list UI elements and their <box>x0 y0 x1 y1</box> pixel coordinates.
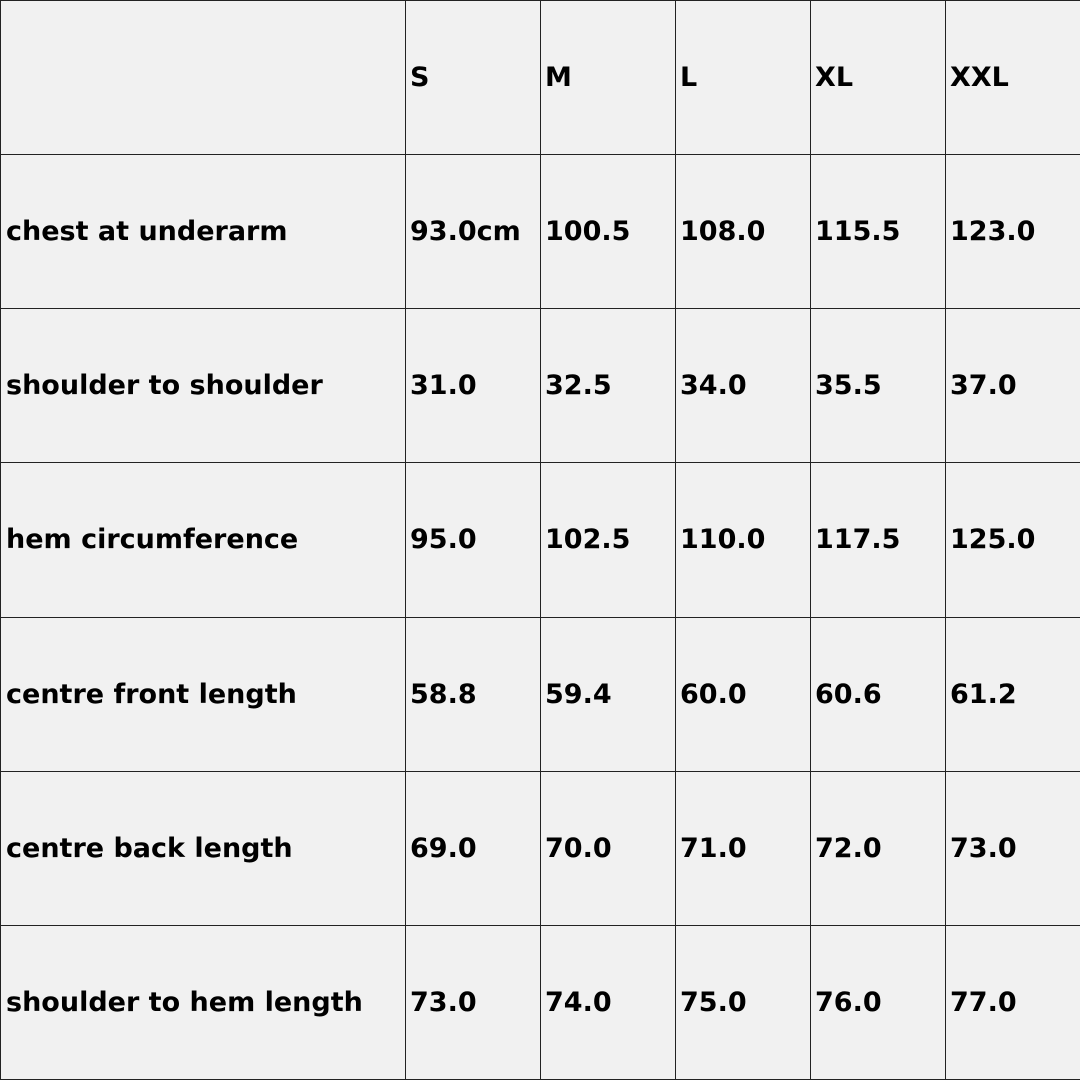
measurement-cell: 58.8 <box>406 617 541 771</box>
measurement-cell: 117.5 <box>811 463 946 617</box>
measurement-cell: 74.0 <box>541 925 676 1079</box>
measurement-cell: 102.5 <box>541 463 676 617</box>
measurement-cell: 32.5 <box>541 309 676 463</box>
measurement-cell: 75.0 <box>676 925 811 1079</box>
table-row <box>1 925 1080 1079</box>
row-label: centre back length <box>1 771 406 925</box>
measurement-cell: 70.0 <box>541 771 676 925</box>
table-row <box>1 771 1080 925</box>
size-header-m: M <box>541 1 676 155</box>
measurement-cell: 108.0 <box>676 155 811 309</box>
measurement-cell: 35.5 <box>811 309 946 463</box>
row-label: centre front length <box>1 617 406 771</box>
measurement-cell: 73.0 <box>406 925 541 1079</box>
measurement-cell: 100.5 <box>541 155 676 309</box>
measurement-cell: 110.0 <box>676 463 811 617</box>
measurement-cell: 76.0 <box>811 925 946 1079</box>
table-row <box>1 463 1080 617</box>
size-header-xl: XL <box>811 1 946 155</box>
measurement-cell: 71.0 <box>676 771 811 925</box>
measurement-cell: 60.0 <box>676 617 811 771</box>
measurement-cell: 77.0 <box>946 925 1080 1079</box>
measurement-cell: 59.4 <box>541 617 676 771</box>
measurement-cell: 95.0 <box>406 463 541 617</box>
size-header-l: L <box>676 1 811 155</box>
corner-cell <box>1 1 406 155</box>
header-row <box>1 1 1080 155</box>
measurement-cell: 69.0 <box>406 771 541 925</box>
row-label: shoulder to shoulder <box>1 309 406 463</box>
measurement-cell: 34.0 <box>676 309 811 463</box>
measurement-cell: 72.0 <box>811 771 946 925</box>
measurement-cell: 125.0 <box>946 463 1080 617</box>
row-label: shoulder to hem length <box>1 925 406 1079</box>
measurement-cell: 37.0 <box>946 309 1080 463</box>
size-header-xxl: XXL <box>946 1 1080 155</box>
row-label: hem circumference <box>1 463 406 617</box>
measurement-cell: 73.0 <box>946 771 1080 925</box>
measurement-cell: 60.6 <box>811 617 946 771</box>
measurement-cell: 123.0 <box>946 155 1080 309</box>
size-header-s: S <box>406 1 541 155</box>
measurement-cell: 31.0 <box>406 309 541 463</box>
table-row <box>1 309 1080 463</box>
table-row <box>1 155 1080 309</box>
measurement-cell: 93.0cm <box>406 155 541 309</box>
measurement-cell: 61.2 <box>946 617 1080 771</box>
table-row <box>1 617 1080 771</box>
measurement-cell: 115.5 <box>811 155 946 309</box>
row-label: chest at underarm <box>1 155 406 309</box>
